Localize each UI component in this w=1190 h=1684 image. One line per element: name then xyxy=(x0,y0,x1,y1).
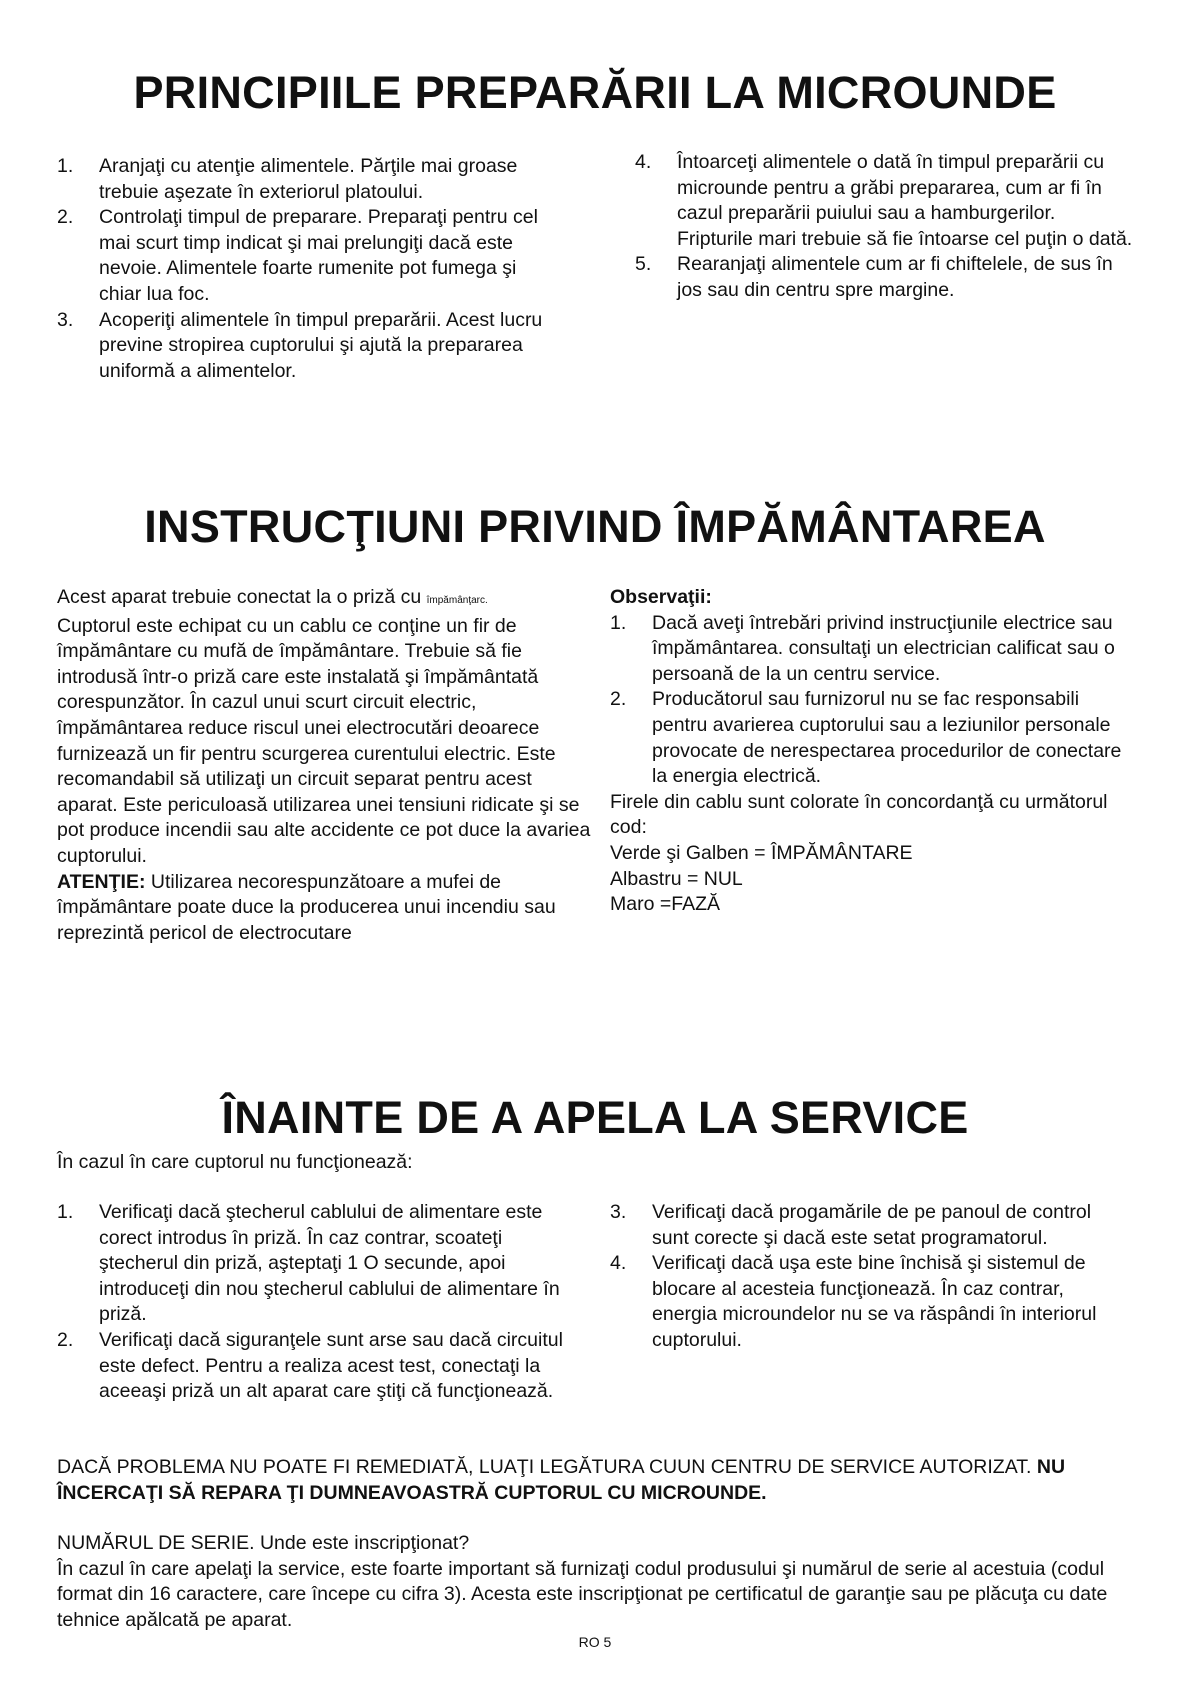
list-item: 1. Verificaţi dacă ştecherul cablului de alimentare este corect introdus în priză. În caz contrar, scoateţi ştecherul din priză, aşteptaţi 1 O secunde, apoi introduceţi din nou ştecherul cablului de alimentare în priză. xyxy=(57,1201,560,1326)
principles-list-left xyxy=(57,154,557,384)
list-item: 5. Rearanjaţi alimentele cum ar fi chiftelele, de sus în jos sau din centru spre margine. xyxy=(635,253,1113,301)
serial-title: NUMĂRUL DE SERIE. Unde este inscripţionat? xyxy=(57,1532,470,1554)
serial-text: În cazul în care apelaţi la service, este foarte important să furnizaţi codul produsului şi numărul de serie al acestuia (codul format din 16 caractere, care începe cu cifra 3). Acesta este inscripţionat pe certificatul de garanţie sau pe plăcuţa cu date tehnice apălcată pe aparat. xyxy=(57,1557,1108,1631)
warning-text: Utilizarea necorespunzătoare a mufei de împământare poate duce la producerea unui incendiu sau reprezintă pericol de electrocutare xyxy=(57,870,556,944)
section-title-grounding-instructions: INSTRUCŢIUNI PRIVIND ÎMPĂMÂNTAREA xyxy=(144,501,1046,552)
section-title-microwave-principles: PRINCIPIILE PREPARĂRII LA MICROUNDE xyxy=(133,67,1057,118)
principles-right-column xyxy=(635,150,1135,304)
wire-code-ground: Verde şi Galben = ÎMPĂMÂNTARE xyxy=(610,841,913,864)
service-list-right xyxy=(610,1200,1130,1354)
wires-intro: Firele din cablu sunt colorate în concordanţă cu următorul cod: xyxy=(610,790,1108,839)
service-intro: În cazul în care cuptorul nu funcţionează: xyxy=(57,1151,413,1173)
list-item: 4. Întoarceţi alimentele o dată în timpul preparării cu microunde pentru a grăbi prepararea, cum ar fi în cazul preparării puiului sau a hamburgerilor. Fripturile mari trebuie să fie întoarse cel puţin o dată. xyxy=(635,151,1133,250)
grounding-right-column xyxy=(610,585,1138,918)
service-right-column xyxy=(610,1200,1130,1354)
list-item: 2. Controlaţi timpul de preparare. Preparaţi pentru cel mai scurt timp indicat şi mai prelungiţi dacă este nevoie. Alimentele foarte rumenite pot fumega şi chiar lua foc. xyxy=(57,206,538,305)
service-left-column xyxy=(57,1200,577,1405)
problem-warning-bold: NU ÎNCERCAŢI SĂ REPARA ŢI DUMNEAVOASTRĂ CUPTORUL CU MICROUNDE. xyxy=(57,1456,1066,1504)
list-item: 1. Dacă aveţi întrebări privind instrucţiunile electrice sau împământarea. consultaţi un electrician calificat sau o persoană de la un centru service. xyxy=(610,611,1115,685)
list-item: 2. Verificaţi dacă siguranţele sunt arse sau dacă circuitul este defect. Pentru a realiza acest test, conectaţi la aceeaşi priză un alt aparat care ştiţi că funcţionează. xyxy=(57,1328,563,1403)
serial-number-block xyxy=(57,1531,1137,1633)
warning-label: ATENŢIE: xyxy=(57,870,146,893)
grounding-small-text: împămânţarc. xyxy=(426,595,488,606)
list-item: 2. Producătorul sau furnizorul nu se fac responsabili pentru avarierea cuptorului sau a leziunilor personale provocate de nerespectarea procedurilor de conectare la energia electrică. xyxy=(610,688,1122,788)
wire-code-neutral: Albastru = NUL xyxy=(610,867,743,890)
list-item: 4. Verificaţi dacă uşa este bine închisă şi sistemul de blocare al acesteia funcţionează. În caz contrar, energia microundelor nu se va răspândi în interiorul cuptorului. xyxy=(610,1252,1097,1351)
problem-notice: DACĂ PROBLEMA NU POATE FI REMEDIATĂ, LUAŢI LEGĂTURA CUUN CENTRU DE SERVICE AUTORIZAT. NU ÎNCERCAŢI SĂ REPARA ŢI DUMNEAVOASTRĂ CUPTORUL CU MICROUNDE. xyxy=(57,1456,1066,1504)
grounding-paragraph: Acest aparat trebuie conectat la o priză cu împămânţarc. Cuptorul este echipat cu un cablu ce conţine un fir de împământare cu mufă de împământare. Trebuie să fie introdusă într-o priză care este instalată şi împământată corespunzător. În cazul unui scurt circuit electric, împământarea reduce riscul unei electrocutări deoarece furnizează un fir pentru scurgerea curentului electric. Este recomandabil să utilizaţi un circuit separat pentru acest aparat. Este periculoasă utilizarea unei tensiuni ridicate şi se pot produce incendii sau alte accidente ce pot duce la avariea cuptorului. ATENŢIE: Utilizarea necorespunzătoare a mufei de împământare poate duce la producerea unui incendiu sau reprezintă pericol de electrocutare xyxy=(57,586,591,944)
notes-title: Observaţii: xyxy=(610,586,712,608)
list-item: 3. Verificaţi dacă progamările de pe panoul de control sunt corecte şi dacă este setat programatorul. xyxy=(610,1201,1092,1249)
service-list-left xyxy=(57,1200,577,1405)
notes-list xyxy=(610,611,1138,790)
section-title-before-service: ÎNAINTE DE A APELA LA SERVICE xyxy=(221,1092,969,1143)
wire-code-phase: Maro =FAZĂ xyxy=(610,893,720,916)
principles-list-right xyxy=(635,150,1135,304)
grounding-left-column xyxy=(57,585,597,946)
page-number: RO 5 xyxy=(578,1634,612,1650)
list-item: 3. Acoperiţi alimentele în timpul preparării. Acest lucru previne stropirea cuptorului şi ajută la prepararea uniformă a alimentelor. xyxy=(57,308,543,382)
principles-left-column xyxy=(57,154,557,384)
list-item: 1. Aranjaţi cu atenţie alimentele. Părţile mai groase trebuie aşezate în exteriorul platoului. xyxy=(57,155,518,203)
